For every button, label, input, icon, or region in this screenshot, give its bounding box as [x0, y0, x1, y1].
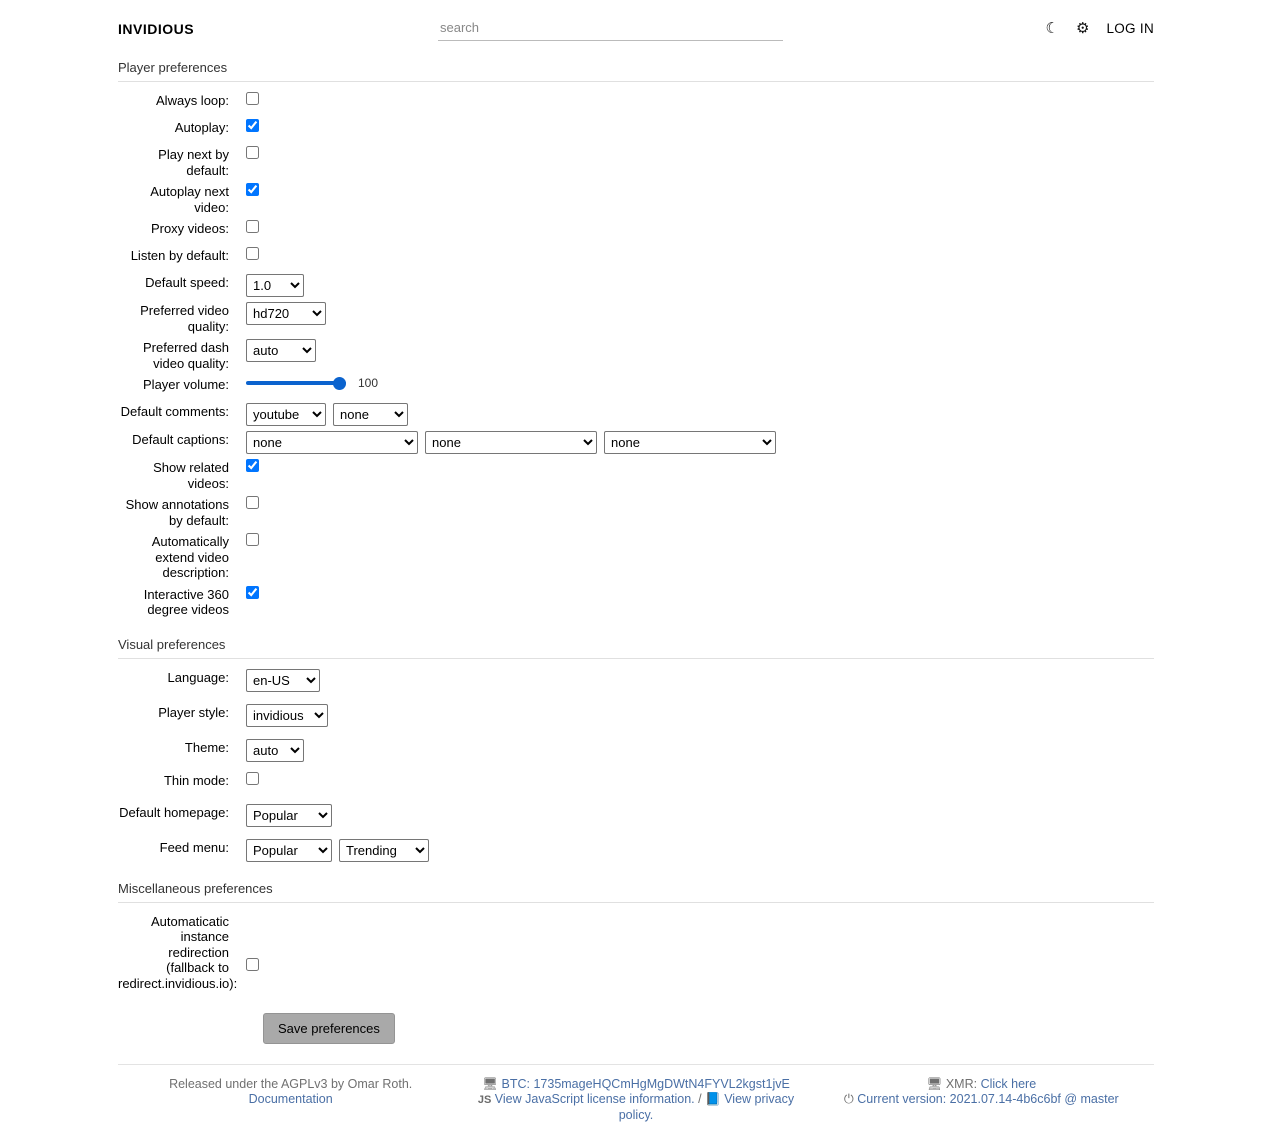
pref-field	[246, 119, 1154, 132]
pref-field	[246, 804, 1154, 827]
search-input[interactable]	[438, 16, 783, 41]
pref-field	[246, 339, 1154, 362]
pref-field	[246, 739, 1154, 762]
pref-field	[246, 772, 1154, 785]
preferred-quality-select[interactable]	[246, 302, 326, 325]
pref-field	[246, 496, 1154, 509]
pref-field	[246, 431, 1154, 454]
footer-version-link[interactable]: Current version: 2021.07.14-4b6c6bf @ master	[857, 1092, 1119, 1106]
pref-label: Feed menu:	[159, 839, 229, 855]
pref-feed-menu	[118, 839, 1154, 862]
default-speed-select[interactable]	[246, 274, 304, 297]
footer-separator: /	[698, 1092, 702, 1106]
footer-xmr-label: XMR:	[945, 1077, 978, 1091]
pref-language	[118, 669, 1154, 692]
pref-default-captions	[118, 431, 1154, 454]
pref-default-homepage	[118, 804, 1154, 827]
pref-field	[246, 92, 1154, 105]
save-preferences-button[interactable]: Save preferences	[263, 1013, 395, 1044]
pref-autoplay	[118, 119, 1154, 141]
pref-player-style	[118, 704, 1154, 727]
pref-label: Autoplay next video:	[150, 184, 229, 215]
extend-description-checkbox[interactable]	[246, 533, 259, 546]
pref-label: Language:	[167, 669, 229, 685]
github-icon: ⏻	[843, 1092, 854, 1106]
pref-label: Default speed:	[145, 275, 229, 290]
pref-field	[246, 146, 1154, 159]
footer-documentation-link[interactable]: Documentation	[248, 1092, 333, 1106]
pref-default-comments	[118, 403, 1154, 426]
pref-field	[246, 376, 1154, 390]
pref-field	[246, 247, 1154, 260]
default-captions-select-1[interactable]	[246, 431, 418, 454]
footer-left	[118, 1077, 463, 1123]
pref-label: Default homepage:	[119, 804, 229, 820]
pref-label: Play next by default:	[158, 147, 229, 178]
pref-field	[246, 669, 1154, 692]
pref-show-related	[118, 459, 1154, 491]
default-captions-select-2[interactable]	[425, 431, 597, 454]
pref-field	[246, 586, 1154, 599]
pref-player-volume	[118, 376, 1154, 398]
pref-field	[246, 913, 1154, 973]
pref-thin-mode	[118, 772, 1154, 794]
preferences-content	[0, 55, 1272, 1044]
pref-field	[246, 533, 1154, 546]
brand-logo[interactable]: INVIDIOUS	[118, 20, 195, 37]
footer-privacy-link[interactable]: View privacy policy.	[618, 1092, 795, 1122]
player-volume-value: 100	[358, 376, 379, 390]
language-select[interactable]	[246, 669, 320, 692]
pref-field	[246, 274, 1154, 297]
pref-play-next	[118, 146, 1154, 178]
player-style-select[interactable]	[246, 704, 328, 727]
feed-menu-select-2[interactable]	[339, 839, 429, 862]
footer-xmr-link[interactable]: Click here	[980, 1077, 1037, 1091]
pref-label: Proxy videos:	[150, 221, 229, 236]
show-annotations-checkbox[interactable]	[246, 496, 259, 509]
footer-center	[463, 1077, 808, 1123]
listen-default-checkbox[interactable]	[246, 247, 259, 260]
moon-icon[interactable]: ☾	[1045, 20, 1059, 37]
monitor-icon: 🖥	[482, 1077, 499, 1091]
pref-label: Default comments:	[120, 404, 229, 419]
pref-label: Thin mode:	[163, 772, 229, 788]
pref-field	[246, 302, 1154, 325]
pref-label: Interactive 360 degree videos	[143, 586, 229, 617]
pref-auto-redirect	[118, 913, 1154, 992]
default-comments-select-1[interactable]	[246, 403, 326, 426]
gear-icon[interactable]: ⚙	[1075, 20, 1090, 37]
footer-license-text: Released under the AGPLv3 by Omar Roth.	[169, 1077, 413, 1091]
pref-field	[246, 183, 1154, 196]
theme-select[interactable]	[246, 739, 304, 762]
default-homepage-select[interactable]	[246, 804, 332, 827]
play-next-checkbox[interactable]	[246, 146, 259, 159]
pref-show-annotations	[118, 496, 1154, 528]
auto-redirect-checkbox[interactable]	[246, 958, 259, 971]
footer-right	[809, 1077, 1154, 1123]
pref-interactive-360	[118, 586, 1154, 618]
show-related-checkbox[interactable]	[246, 459, 259, 472]
pref-proxy-videos	[118, 220, 1154, 242]
pref-always-loop	[118, 92, 1154, 114]
pref-label: Preferred dash video quality:	[143, 340, 229, 371]
pref-default-speed	[118, 274, 1154, 297]
section-visual-preferences: Visual preferences	[118, 632, 1154, 659]
search-container	[438, 16, 783, 41]
pref-label: Show related videos:	[153, 460, 229, 491]
default-comments-select-2[interactable]	[333, 403, 408, 426]
book-icon: 📘	[705, 1092, 721, 1106]
preferred-dash-quality-select[interactable]	[246, 339, 316, 362]
pref-label: Preferred video quality:	[140, 303, 229, 334]
pref-field	[246, 704, 1154, 727]
pref-autoplay-next	[118, 183, 1154, 215]
pref-label: Player style:	[158, 704, 229, 720]
pref-label: Listen by default:	[130, 248, 229, 263]
login-link[interactable]: LOG IN	[1106, 21, 1154, 36]
footer-btc-link[interactable]: BTC: 1735mageHQCmHgMgDWtN4FYVL2kgst1jvE	[501, 1077, 790, 1091]
autoplay-checkbox[interactable]	[246, 119, 259, 132]
pref-listen-default	[118, 247, 1154, 269]
pref-label: Theme:	[184, 739, 229, 755]
section-misc-preferences: Miscellaneous preferences	[118, 876, 1154, 903]
pref-label: Automatically extend video description:	[151, 534, 229, 580]
navbar	[0, 0, 1272, 55]
pref-extend-description	[118, 533, 1154, 581]
always-loop-checkbox[interactable]	[246, 92, 259, 105]
pref-label: Default captions:	[132, 432, 229, 447]
save-preferences-row	[118, 1013, 1154, 1044]
js-badge-icon: JS	[477, 1094, 492, 1106]
pref-preferred-dash-quality	[118, 339, 1154, 371]
pref-field	[246, 839, 1154, 862]
pref-preferred-quality	[118, 302, 1154, 334]
pref-label: Autoplay:	[174, 120, 229, 135]
navbar-actions	[1046, 21, 1154, 36]
interactive-360-checkbox[interactable]	[246, 586, 259, 599]
footer	[118, 1064, 1154, 1123]
section-player-preferences: Player preferences	[118, 55, 1154, 82]
pref-label: Always loop:	[156, 93, 229, 108]
pref-label: Show annotations by default:	[125, 497, 229, 528]
pref-field	[246, 403, 1154, 426]
pref-field	[246, 459, 1154, 472]
player-volume-slider[interactable]	[246, 376, 346, 390]
pref-theme	[118, 739, 1154, 762]
default-captions-select-3[interactable]	[604, 431, 776, 454]
pref-label: Automaticatic instance redirection (fallback to redirect.invidious.io):	[118, 913, 238, 991]
pref-field	[246, 220, 1154, 233]
monitor-icon-xmr: 🖥	[926, 1077, 943, 1091]
pref-label: Player volume:	[143, 377, 229, 392]
footer-js-license-link[interactable]: View JavaScript license information.	[494, 1092, 695, 1106]
autoplay-next-checkbox[interactable]	[246, 183, 259, 196]
thin-mode-checkbox[interactable]	[246, 772, 259, 785]
feed-menu-select-1[interactable]	[246, 839, 332, 862]
proxy-videos-checkbox[interactable]	[246, 220, 259, 233]
